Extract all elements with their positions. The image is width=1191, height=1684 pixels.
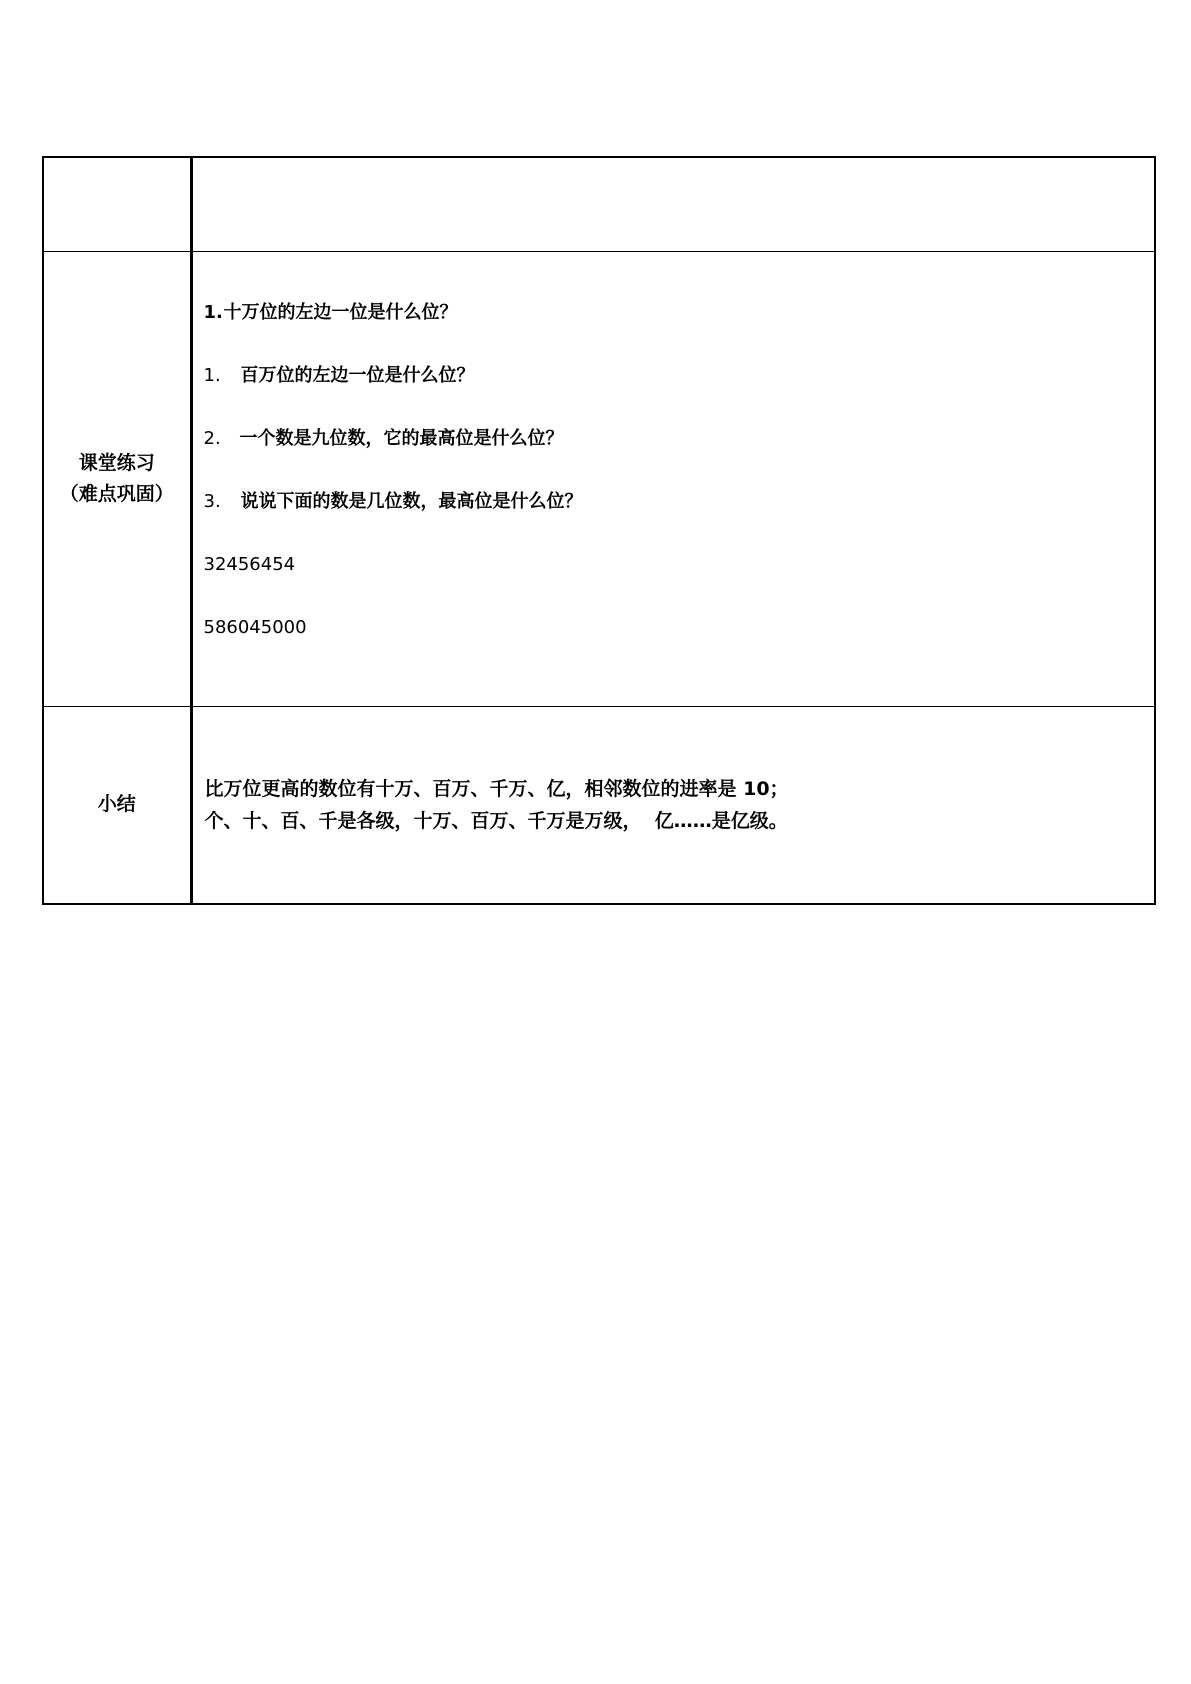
question-number: 1. (203, 364, 221, 386)
question-text: 百万位的左边一位是什么位？ (240, 364, 475, 386)
summary-label: 小结 (97, 793, 136, 816)
row-top-content-cell (191, 157, 1155, 251)
row-top-label-cell (43, 157, 191, 251)
practice-label-line-1: 课堂练习 (78, 451, 155, 474)
summary-content-cell (191, 706, 1155, 904)
practice-number-1: 32456454 (203, 553, 296, 575)
question-number: 2. (203, 427, 221, 449)
practice-question-2 (204, 364, 1155, 427)
table-row-top (43, 157, 1155, 251)
question-text: 一个数是九位数，它的最高位是什么位？ (239, 427, 564, 449)
practice-label-cell (43, 251, 191, 706)
practice-question-list (204, 252, 1155, 679)
summary-line-2: 个、十、百、千是各级，十万、百万、千万是万级， 亿……是亿级。 (204, 809, 788, 832)
summary-label-cell (43, 706, 191, 904)
practice-label-line-2: （难点巩固） (59, 482, 174, 505)
practice-question-3 (204, 427, 1155, 490)
question-number: 3. (203, 490, 221, 512)
question-text: 十万位的左边一位是什么位？ (223, 301, 458, 323)
table-row-summary (43, 706, 1155, 904)
summary-line-1: 比万位更高的数位有十万、百万、千万、亿，相邻数位的进率是 10； (204, 777, 789, 800)
practice-number-2: 586045000 (203, 616, 307, 638)
question-number: 1. (203, 301, 223, 323)
practice-content-cell (191, 251, 1155, 706)
practice-question-1 (204, 301, 1155, 364)
lesson-plan-table (42, 156, 1156, 905)
question-text: 说说下面的数是几位数，最高位是什么位？ (240, 490, 583, 512)
practice-question-4 (204, 490, 1155, 553)
table-row-practice (43, 251, 1155, 706)
